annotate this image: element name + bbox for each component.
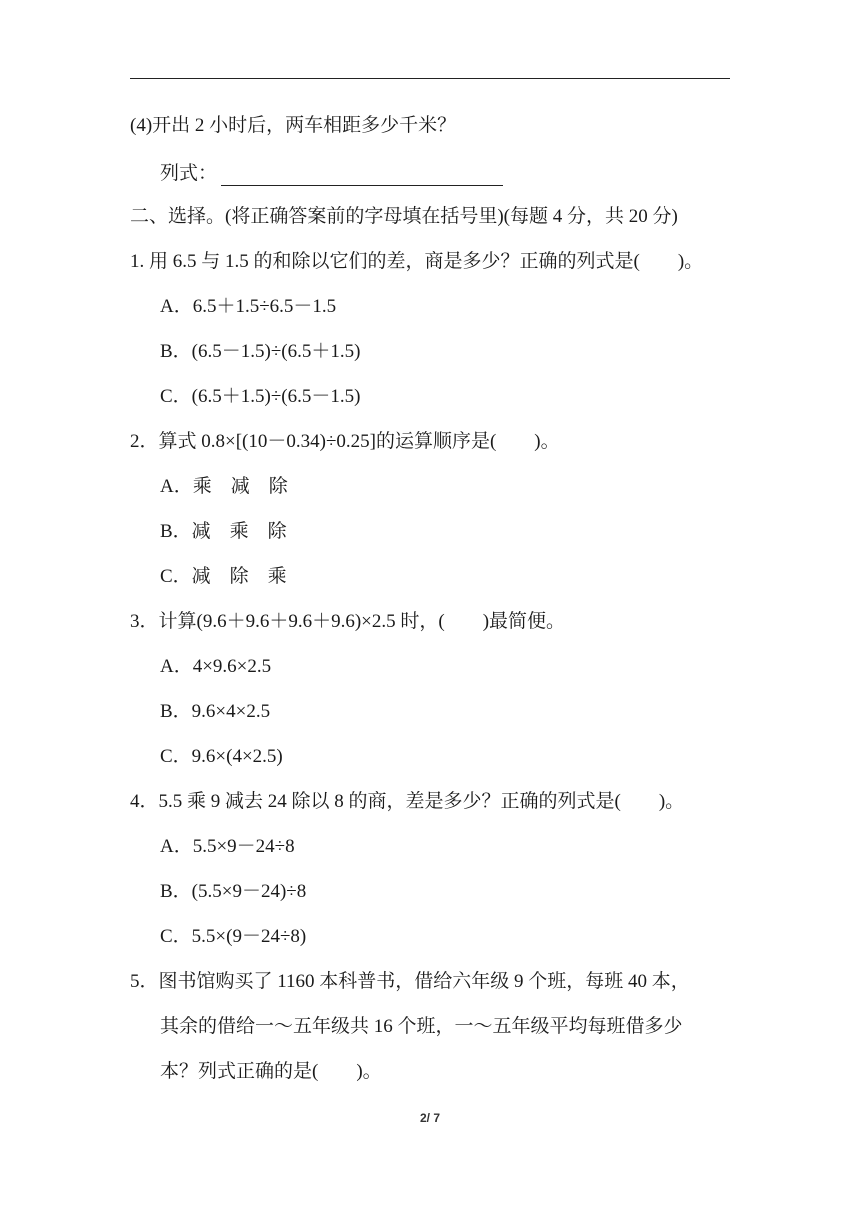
question-5-stem-line-2: 其余的借给一～五年级共 16 个班，一～五年级平均每班借多少: [160, 1016, 683, 1037]
formula-label: 列式：: [160, 163, 218, 184]
question-1-option-b: B．(6.5－1.5)÷(6.5＋1.5): [160, 341, 361, 362]
question-2-stem: 2．算式 0.8×[(10－0.34)÷0.25]的运算顺序是( )。: [130, 431, 560, 452]
question-4-option-c: C．5.5×(9－24÷8): [160, 926, 307, 947]
section-title: 二、选择。(将正确答案前的字母填在括号里)(每题 4 分，共 20 分): [130, 206, 678, 227]
question-1-option-a: A．6.5＋1.5÷6.5－1.5: [160, 296, 337, 317]
question-4-option-b: B．(5.5×9－24)÷8: [160, 881, 307, 902]
question-5-stem-line-3: 本？列式正确的是( )。: [160, 1061, 382, 1082]
question-3-option-c: C．9.6×(4×2.5): [160, 746, 283, 767]
question-1-stem: 1. 用 6.5 与 1.5 的和除以它们的差，商是多少？正确的列式是( )。: [130, 251, 704, 272]
question-3-option-b: B．9.6×4×2.5: [160, 701, 271, 722]
question-4-option-a: A．5.5×9－24÷8: [160, 836, 295, 857]
question-3-stem: 3．计算(9.6＋9.6＋9.6＋9.6)×2.5 时，( )最简便。: [130, 611, 566, 632]
question-5-stem-line-1: 5．图书馆购买了 1160 本科普书，借给六年级 9 个班，每班 40 本，: [130, 971, 690, 992]
header-rule: [130, 78, 730, 79]
page-number: 2/ 7: [419, 1111, 440, 1125]
question-1-option-c: C．(6.5＋1.5)÷(6.5－1.5): [160, 386, 361, 407]
question-2-option-b: B．减 乘 除: [160, 521, 287, 542]
question-2-option-a: A．乘 减 除: [160, 476, 288, 497]
question-4-stem: 4．5.5 乘 9 减去 24 除以 8 的商，差是多少？正确的列式是( )。: [130, 791, 685, 812]
formula-line: [160, 162, 503, 186]
question-4-sub: (4)开出 2 小时后，两车相距多少千米？: [130, 115, 457, 136]
question-3-option-a: A．4×9.6×2.5: [160, 656, 272, 677]
formula-answer-blank[interactable]: [221, 165, 503, 186]
question-2-option-c: C．减 除 乘: [160, 566, 287, 587]
